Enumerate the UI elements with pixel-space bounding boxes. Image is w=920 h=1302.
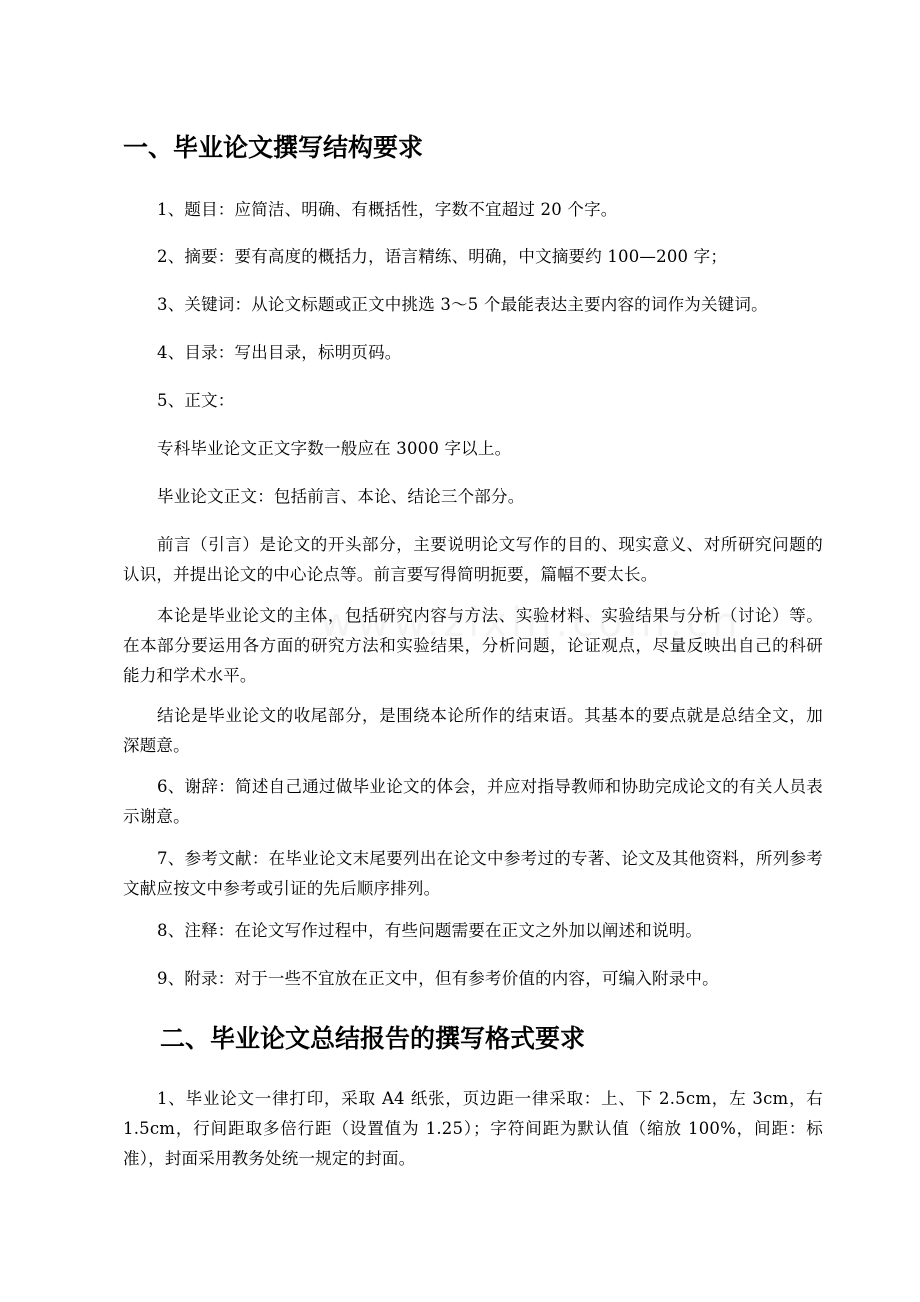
paragraph-notes: 8、注释：在论文写作过程中，有些问题需要在正文之外加以阐述和说明。	[157, 921, 703, 940]
paragraph-body-rule: 5、正文：	[157, 391, 235, 410]
paragraph-body-parts: 毕业论文正文：包括前言、本论、结论三个部分。	[157, 487, 525, 506]
paragraph-acknowledgement: 6、谢辞：简述自己通过做毕业论文的体会，并应对指导教师和协助完成论文的有关人员表示谢意。	[123, 777, 823, 826]
paragraph-toc-rule: 4、目录：写出目录，标明页码。	[157, 343, 402, 362]
paragraph-preface: 前言（引言）是论文的开头部分，主要说明论文写作的目的、现实意义、对所研究问题的认识，并提出论文的中心论点等。前言要写得简明扼要，篇幅不要太长。	[123, 535, 823, 584]
paragraph-title-rule: 1、题目：应简洁、明确、有概括性，字数不宜超过 20 个字。	[157, 200, 618, 219]
paragraph-keywords-rule: 3、关键词：从论文标题或正文中挑选 3～5 个最能表达主要内容的词作为关键词。	[157, 295, 768, 314]
paragraph-references: 7、参考文献：在毕业论文末尾要列出在论文中参考过的专著、论文及其他资料，所列参考文献应按文中参考或引证的先后顺序排列。	[123, 849, 823, 898]
section-2-heading: 二、毕业论文总结报告的撰写格式要求	[160, 1024, 586, 1053]
section-1-heading: 一、毕业论文撰写结构要求	[123, 133, 424, 162]
paragraph-appendix: 9、附录：对于一些不宜放在正文中，但有参考价值的内容，可编入附录中。	[157, 969, 719, 988]
paragraph-print-format: 1、毕业论文一律打印，采取 A4 纸张，页边距一律采取：上、下 2.5cm，左 3cm，右 1.5cm，行间距取多倍行距（设置值为 1.25）；字符间距为默认值（缩放 100%，间距：标准），封面采用教务处统一规定的封面。	[123, 1089, 823, 1168]
paragraph-abstract-rule: 2、摘要：要有高度的概括力，语言精练、明确，中文摘要约 100—200 字；	[157, 247, 728, 266]
paragraph-main-body: 本论是毕业论文的主体，包括研究内容与方法、实验材料、实验结果与分析（讨论）等。在本部分要运用各方面的研究方法和实验结果，分析问题，论证观点，尽量反映出自己的科研能力和学术水平。	[123, 606, 823, 685]
paragraph-word-count: 专科毕业论文正文字数一般应在 3000 字以上。	[157, 439, 512, 458]
paragraph-conclusion: 结论是毕业论文的收尾部分，是围绕本论所作的结束语。其基本的要点就是总结全文，加深题意。	[123, 706, 823, 755]
